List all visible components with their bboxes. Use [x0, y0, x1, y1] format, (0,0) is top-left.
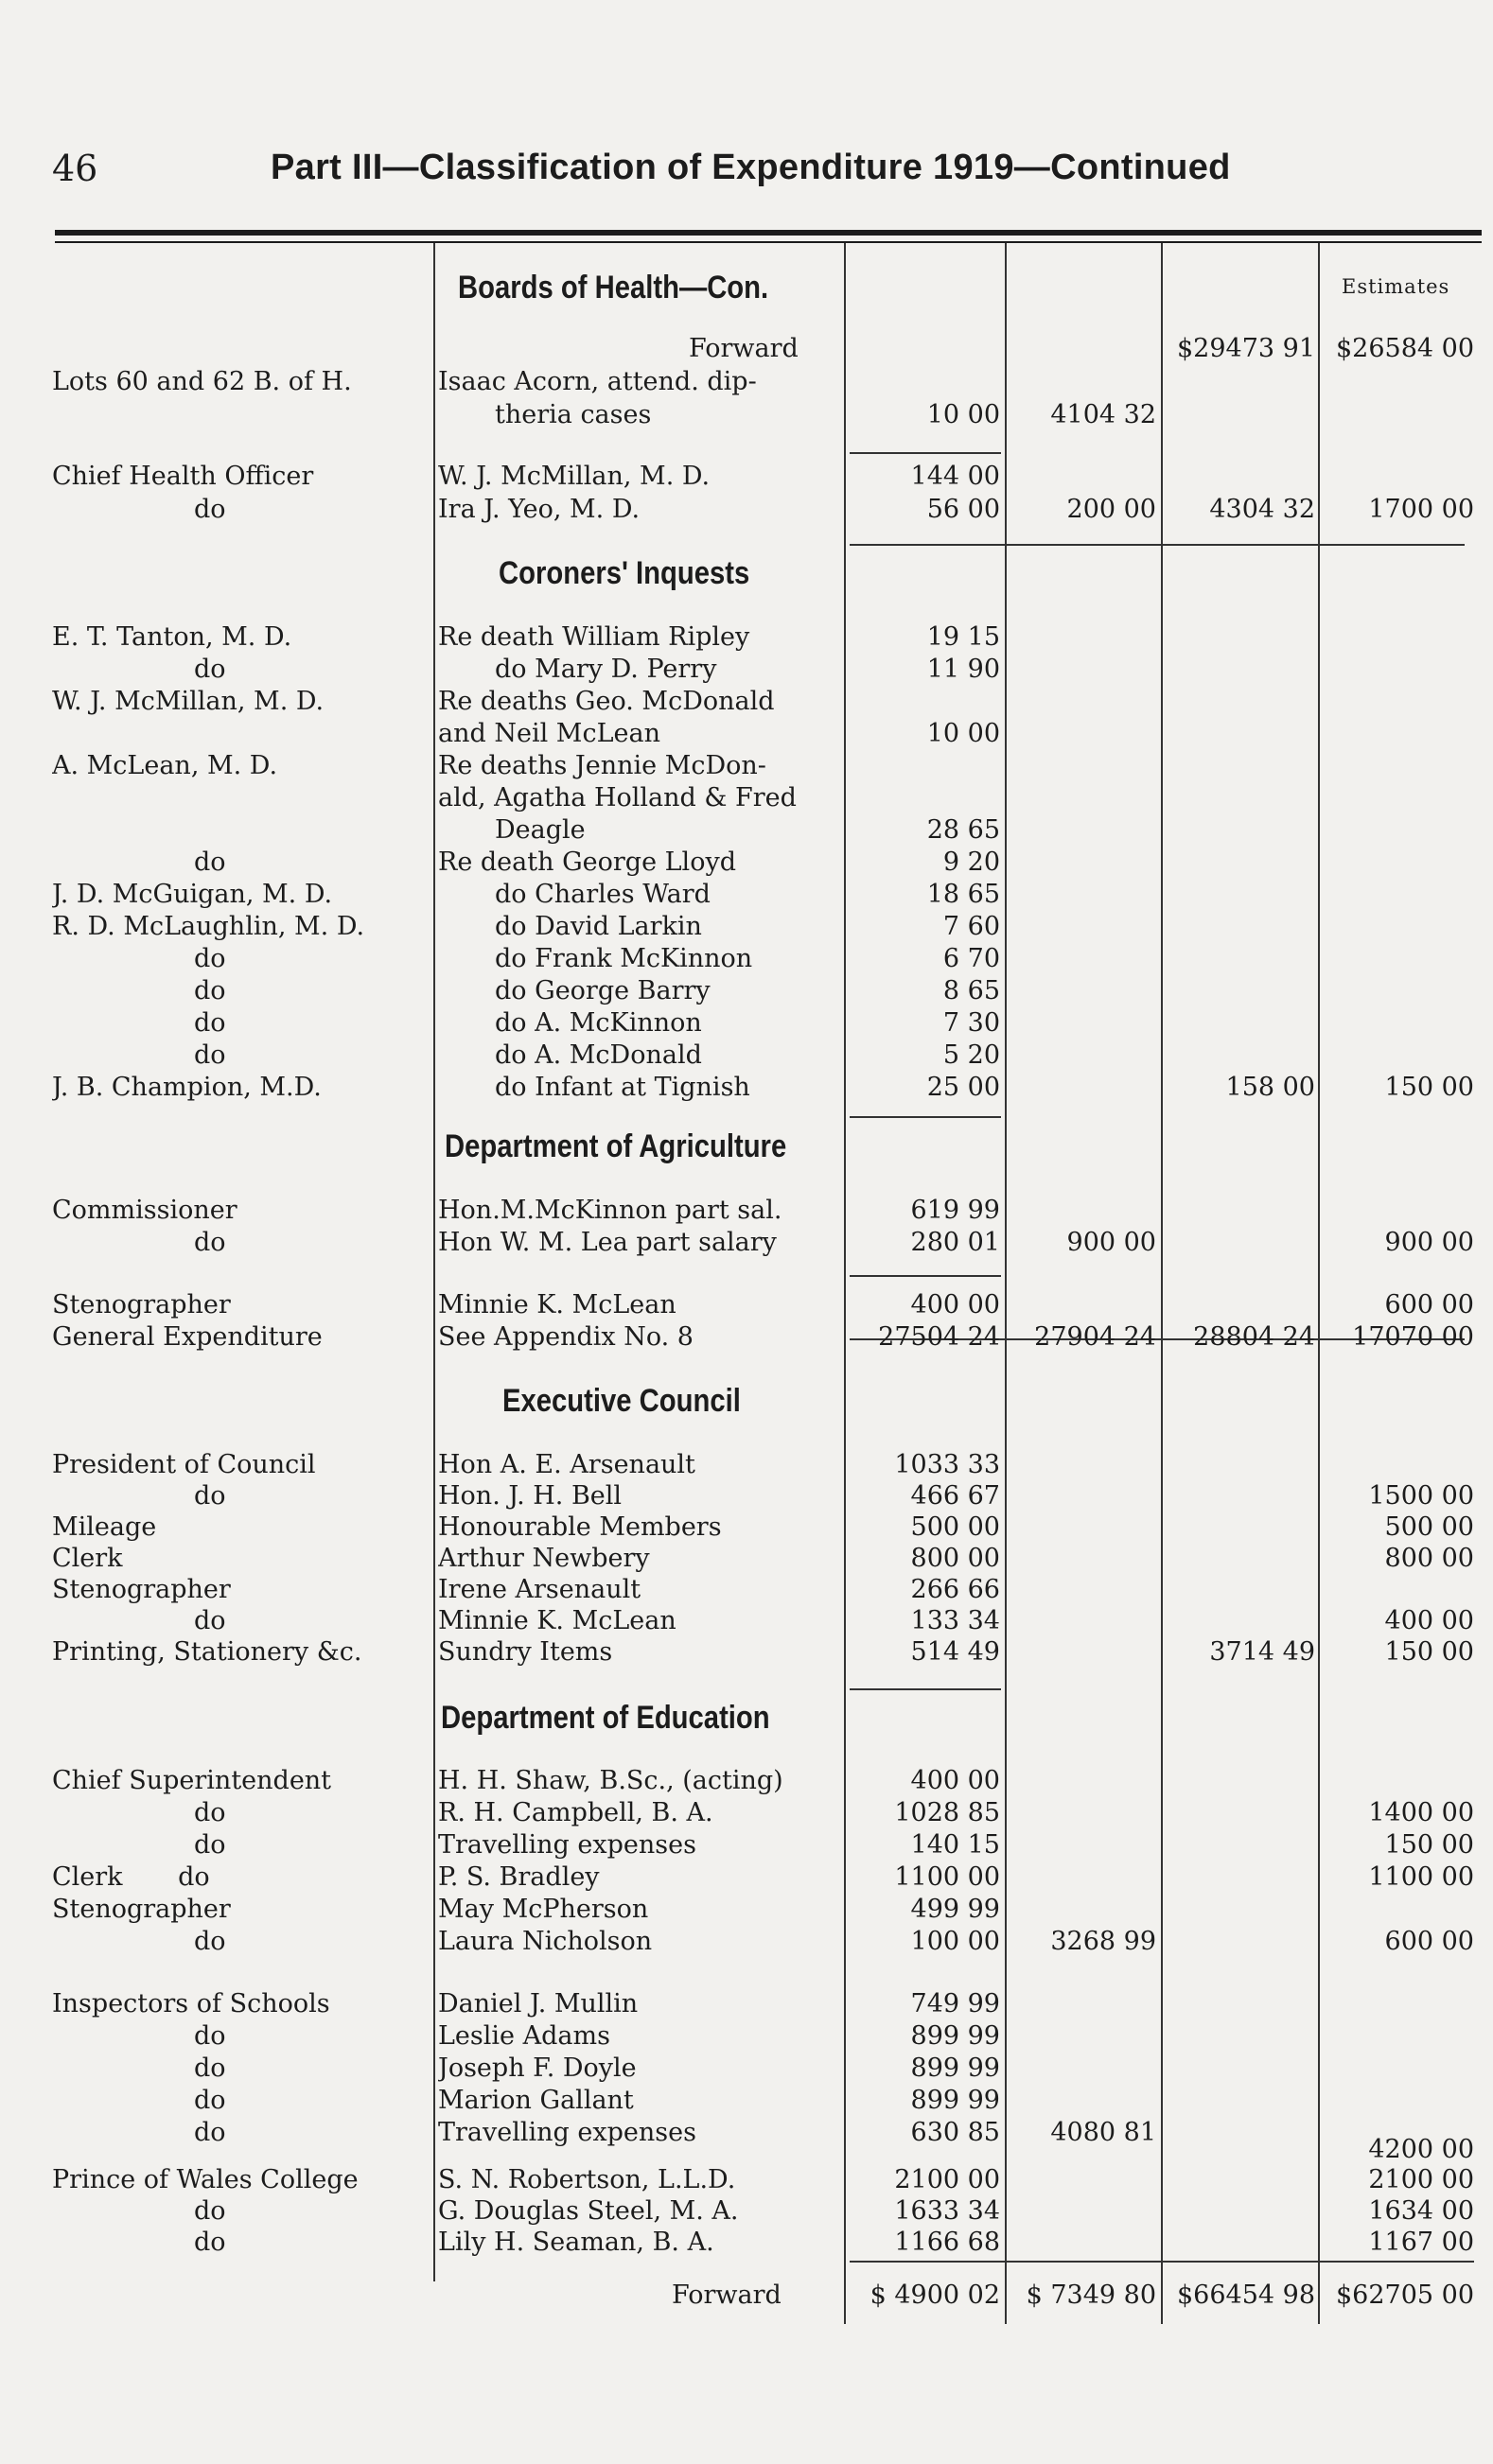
subtotal-rule — [850, 452, 1001, 454]
table-row: theria cases 10 00 4104 32 — [495, 400, 1156, 429]
table-row: General Expenditure See Appendix No. 8 27504 24 27904 24 28804 24 17070 00 — [52, 1322, 1474, 1352]
table-row: do Leslie Adams 899 99 — [194, 2021, 1000, 2051]
table-row: do G. Douglas Steel, M. A. 1633 34 1634 00 — [194, 2196, 1474, 2226]
table-row: Deagle 28 65 — [495, 815, 1000, 845]
table-row: Lots 60 and 62 B. of H. Isaac Acorn, attend. dip- — [52, 367, 757, 396]
table-row: Stenographer Minnie K. McLean 400 00 600 00 — [52, 1290, 1474, 1319]
table-row: Forward $29473 91 $26584 00 — [689, 334, 1474, 363]
header-rule-thin — [55, 241, 1482, 243]
table-row: do do Frank McKinnon 6 70 — [194, 944, 1000, 973]
table-row: Printing, Stationery &c. Sundry Items 514 49 3714 49 150 00 — [52, 1637, 1474, 1667]
table-row: Prince of Wales College S. N. Robertson, L.L.D. 2100 00 2100 00 — [52, 2165, 1474, 2194]
table-row: do Travelling expenses 630 85 4080 81 4200 00 — [194, 2118, 1474, 2164]
table-row: do Hon W. M. Lea part salary 280 01 900 00 900 00 — [194, 1228, 1474, 1257]
table-row: do Ira J. Yeo, M. D. 56 00 200 00 4304 32 1700 00 — [194, 495, 1474, 524]
table-row: ald, Agatha Holland & Fred — [438, 783, 797, 813]
section-heading-agriculture: Department of Agriculture — [445, 1128, 787, 1164]
page-header — [0, 142, 1493, 199]
table-row: do Marion Gallant 899 99 — [194, 2086, 1000, 2115]
table-row: do R. H. Campbell, B. A. 1028 85 1400 00 — [194, 1798, 1474, 1827]
subtotal-rule — [850, 2261, 1474, 2263]
table-row: W. J. McMillan, M. D. Re deaths Geo. McDonald — [52, 687, 775, 716]
table-row: Commissioner Hon.M.McKinnon part sal. 619 99 — [52, 1196, 1000, 1225]
subtotal-rule — [850, 1275, 1001, 1277]
subtotal-rule — [850, 1688, 1001, 1690]
table-row: do Laura Nicholson 100 00 3268 99 600 00 — [194, 1927, 1474, 1956]
table-row: Stenographer Irene Arsenault 266 66 — [52, 1575, 1000, 1604]
table-row: J. D. McGuigan, M. D. do Charles Ward 18 65 — [52, 880, 1000, 909]
section-heading-coroners-inquests: Coroners' Inquests — [499, 555, 750, 591]
table-row: R. D. McLaughlin, M. D. do David Larkin 7 60 — [52, 912, 1000, 941]
table-row: Mileage Honourable Members 500 00 500 00 — [52, 1512, 1474, 1542]
subtotal-rule — [850, 1116, 1001, 1118]
table-row: Chief Health Officer W. J. McMillan, M. D. 144 00 — [52, 462, 1000, 491]
table-row: do Travelling expenses 140 15 150 00 — [194, 1830, 1474, 1860]
table-row: Chief Superintendent H. H. Shaw, B.Sc., (acting) 400 00 — [52, 1766, 1000, 1795]
table-row: Inspectors of Schools Daniel J. Mullin 749 99 — [52, 1989, 1000, 2018]
table-row: J. B. Champion, M.D. do Infant at Tignish 25 00 158 00 150 00 — [52, 1073, 1474, 1102]
section-heading-education: Department of Education — [441, 1700, 770, 1736]
page-title: Part III—Classification of Expenditure 1919—Continued — [271, 148, 1231, 187]
table-row: E. T. Tanton, M. D. Re death William Ripley 19 15 — [52, 622, 1000, 652]
table-row: President of Council Hon A. E. Arsenault 1033 33 — [52, 1450, 1000, 1479]
table-row: and Neil McLean 10 00 — [438, 719, 1000, 748]
estimates-label: Estimates — [1342, 275, 1450, 298]
page-number: 46 — [52, 148, 98, 189]
section-heading-executive-council: Executive Council — [502, 1383, 741, 1419]
table-row: Forward $ 4900 02 $ 7349 80 $66454 98 $62705 00 — [672, 2281, 1474, 2310]
subtotal-rule — [850, 544, 1465, 546]
table-row: Clerk do P. S. Bradley 1100 00 1100 00 — [52, 1862, 1474, 1892]
column-divider — [433, 243, 435, 2281]
table-row: do Hon. J. H. Bell 466 67 1500 00 — [194, 1481, 1474, 1511]
section-heading-boards-of-health: Boards of Health—Con. — [458, 270, 769, 306]
table-row: do do George Barry 8 65 — [194, 976, 1000, 1005]
table-row: Stenographer May McPherson 499 99 — [52, 1895, 1000, 1924]
header-rule-thick — [55, 230, 1482, 236]
table-row: do Minnie K. McLean 133 34 400 00 — [194, 1606, 1474, 1635]
table-row: do Lily H. Seaman, B. A. 1166 68 1167 00 — [194, 2228, 1474, 2257]
table-row: do do Mary D. Perry 11 90 — [194, 655, 1000, 684]
table-row: A. McLean, M. D. Re deaths Jennie McDon- — [52, 751, 766, 780]
table-row: do Joseph F. Doyle 899 99 — [194, 2053, 1000, 2083]
table-row: do do A. McDonald 5 20 — [194, 1040, 1000, 1070]
table-row: do do A. McKinnon 7 30 — [194, 1008, 1000, 1038]
table-row: Clerk Arthur Newbery 800 00 800 00 — [52, 1544, 1474, 1573]
table-row: do Re death George Lloyd 9 20 — [194, 848, 1000, 877]
